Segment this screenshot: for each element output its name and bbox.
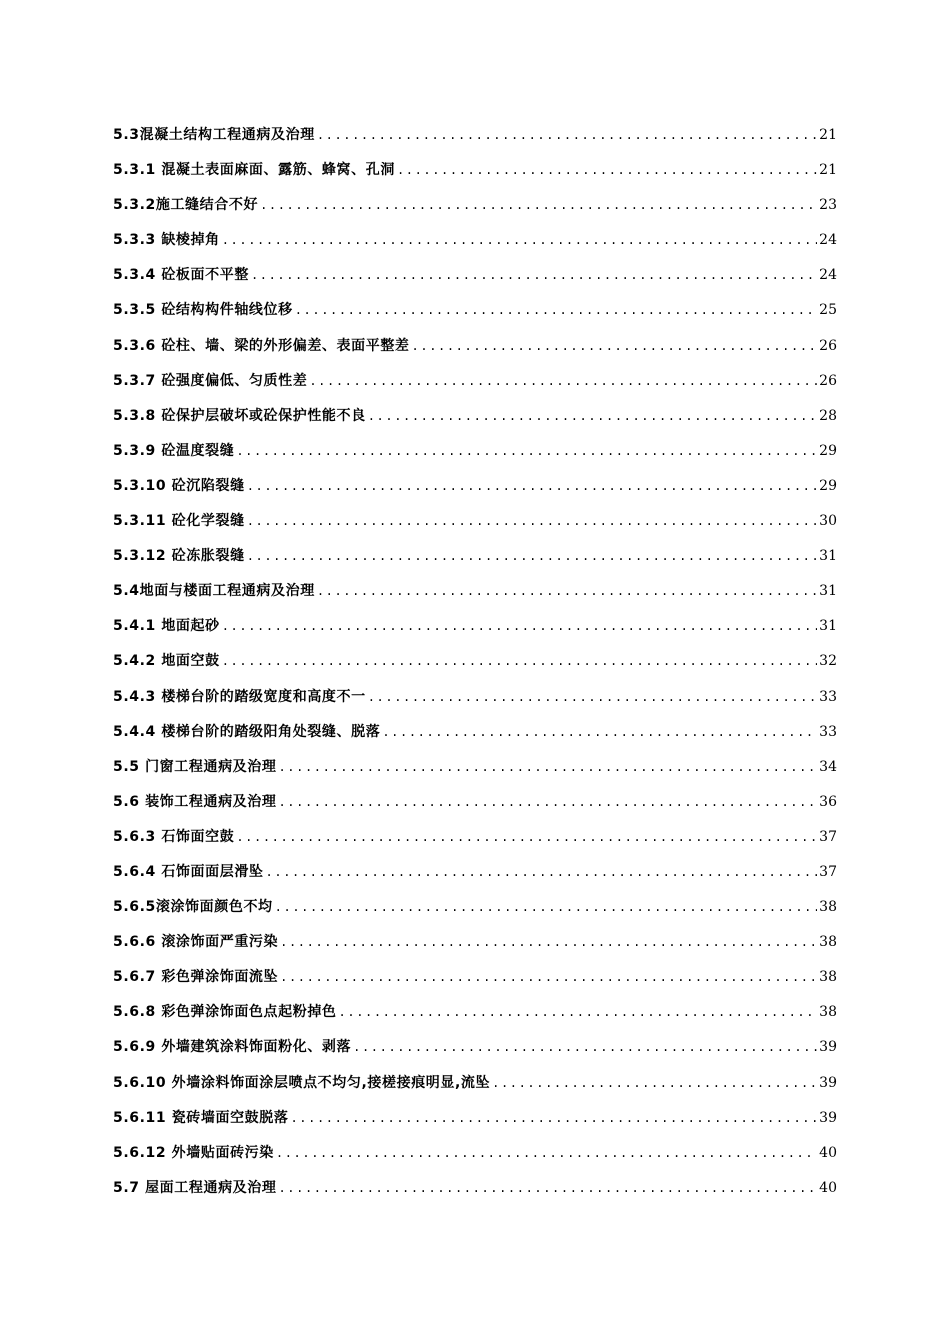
- toc-page-number: 40: [819, 1144, 837, 1161]
- toc-entry[interactable]: [113, 720, 837, 755]
- toc-entry-title: 5.4地面与楼面工程通病及治理: [113, 583, 315, 600]
- toc-entry-title: 5.6.6 滚涂饰面严重污染: [113, 934, 279, 951]
- toc-entry[interactable]: [113, 404, 837, 439]
- toc-dot-leader: [275, 895, 818, 919]
- toc-entry[interactable]: [113, 123, 837, 158]
- toc-entry-title: 5.6.3 石饰面空鼓: [113, 828, 235, 845]
- toc-dot-leader: [222, 649, 817, 673]
- toc-entry-title: 5.3混凝土结构工程通病及治理: [113, 127, 315, 143]
- toc-dot-leader: [280, 965, 817, 989]
- toc-page-number: 21: [819, 127, 837, 143]
- toc-page-number: 38: [819, 899, 837, 916]
- toc-dot-leader: [382, 720, 817, 744]
- toc-entry[interactable]: [113, 263, 837, 298]
- toc-page-number: 38: [819, 969, 837, 986]
- toc-dot-leader: [278, 1176, 817, 1200]
- toc-page-number: 31: [819, 548, 837, 565]
- toc-dot-leader: [222, 228, 817, 252]
- toc-entry[interactable]: [113, 685, 837, 720]
- toc-entry-title: 5.6.12 外墙贴面砖污染: [113, 1144, 274, 1161]
- toc-entry[interactable]: [113, 579, 837, 614]
- toc-entry-title: 5.7 屋面工程通病及治理: [113, 1179, 277, 1196]
- toc-dot-leader: [236, 825, 817, 849]
- toc-entry-title: 5.3.8 砼保护层破坏或砼保护性能不良: [113, 407, 366, 424]
- toc-entry-title: 5.6 装饰工程通病及治理: [113, 793, 277, 810]
- toc-page-number: 30: [819, 513, 837, 530]
- toc-entry-title: 5.3.12 砼冻胀裂缝: [113, 548, 245, 565]
- toc-entry[interactable]: [113, 1106, 837, 1141]
- toc-entry-title: 5.3.5 砼结构构件轴线位移: [113, 302, 293, 319]
- toc-page-number: 38: [819, 934, 837, 951]
- toc-entry[interactable]: [113, 369, 837, 404]
- toc-entry[interactable]: [113, 755, 837, 790]
- toc-entry[interactable]: [113, 193, 837, 228]
- toc-dot-leader: [339, 1000, 818, 1024]
- toc-entry[interactable]: [113, 790, 837, 825]
- toc-dot-leader: [247, 544, 817, 568]
- toc-page-number: 37: [819, 828, 837, 845]
- toc-dot-leader: [368, 685, 817, 709]
- toc-entry-title: 5.3.6 砼柱、墙、梁的外形偏差、表面平整差: [113, 337, 410, 354]
- toc-entry[interactable]: [113, 930, 837, 965]
- toc-entry-title: 5.5 门窗工程通病及治理: [113, 758, 277, 775]
- toc-entry-title: 5.4.1 地面起砂: [113, 618, 220, 635]
- toc-entry-title: 5.3.7 砼强度偏低、匀质性差: [113, 372, 308, 389]
- toc-entry[interactable]: [113, 614, 837, 649]
- toc-dot-leader: [317, 579, 817, 603]
- toc-page-number: 25: [819, 302, 837, 319]
- toc-page-number: 26: [819, 337, 837, 354]
- toc-dot-leader: [280, 930, 817, 954]
- toc-dot-leader: [247, 474, 817, 498]
- toc-page-number: 33: [819, 688, 837, 705]
- toc-dot-leader: [236, 439, 817, 463]
- toc-page-number: 38: [819, 1004, 837, 1021]
- toc-page-number: 32: [819, 653, 837, 670]
- toc-page-number: 29: [819, 442, 837, 459]
- toc-entry-title: 5.4.4 楼梯台阶的踏级阳角处裂缝、脱落: [113, 723, 381, 740]
- toc-dot-leader: [317, 123, 817, 147]
- toc-entry[interactable]: [113, 439, 837, 474]
- toc-dot-leader: [222, 614, 817, 638]
- toc-entry[interactable]: [113, 1176, 837, 1211]
- toc-entry[interactable]: [113, 860, 837, 895]
- toc-dot-leader: [260, 193, 817, 217]
- toc-entry[interactable]: [113, 228, 837, 263]
- toc-entry-title: 5.6.8 彩色弹涂饰面色点起粉掉色: [113, 1004, 337, 1021]
- toc-dot-leader: [295, 298, 817, 322]
- toc-page-number: 39: [819, 1039, 837, 1056]
- toc-dot-leader: [290, 1106, 817, 1130]
- toc-entry-title: 5.3.10 砼沉陷裂缝: [113, 477, 245, 494]
- toc-dot-leader: [368, 404, 817, 428]
- toc-page-number: 40: [819, 1179, 837, 1196]
- toc-entry-title: 5.4.2 地面空鼓: [113, 653, 220, 670]
- toc-dot-leader: [251, 263, 817, 287]
- toc-entry-title: 5.3.3 缺棱掉角: [113, 232, 220, 249]
- toc-entry[interactable]: [113, 965, 837, 1000]
- toc-dot-leader: [397, 158, 817, 182]
- toc-entry-title: 5.3.4 砼板面不平整: [113, 267, 249, 284]
- toc-dot-leader: [247, 509, 817, 533]
- toc-entry[interactable]: [113, 825, 837, 860]
- toc-dot-leader: [353, 1035, 817, 1059]
- toc-dot-leader: [266, 860, 818, 884]
- toc-page-number: 39: [819, 1074, 837, 1091]
- toc-page-number: 37: [819, 863, 837, 880]
- toc-page-number: 28: [819, 407, 837, 424]
- toc-entry[interactable]: [113, 509, 837, 544]
- toc-dot-leader: [278, 790, 817, 814]
- toc-page-number: 29: [819, 477, 837, 494]
- toc-entry[interactable]: [113, 1071, 837, 1106]
- toc-dot-leader: [278, 755, 817, 779]
- toc-page-number: 34: [819, 758, 837, 775]
- toc-page-number: 24: [819, 267, 837, 284]
- toc-entry-title: 5.3.11 砼化学裂缝: [113, 513, 245, 530]
- toc-entry[interactable]: [113, 1000, 837, 1035]
- toc-page-number: 24: [819, 232, 837, 249]
- toc-entry[interactable]: [113, 474, 837, 509]
- toc-entry-title: 5.6.4 石饰面面层滑坠: [113, 863, 264, 880]
- toc-page-number: 26: [819, 372, 837, 389]
- toc-entry[interactable]: [113, 334, 837, 369]
- toc-entry-title: 5.3.2施工缝结合不好: [113, 197, 259, 214]
- toc-entry-title: 5.6.9 外墙建筑涂料饰面粉化、剥落: [113, 1039, 352, 1056]
- toc-entry-title: 5.6.7 彩色弹涂饰面流坠: [113, 969, 279, 986]
- toc-page-number: 23: [819, 197, 837, 214]
- toc-page-number: 33: [819, 723, 837, 740]
- toc-entry[interactable]: [113, 544, 837, 579]
- toc-page-number: 31: [819, 618, 837, 635]
- toc-entry-title: 5.3.9 砼温度裂缝: [113, 442, 235, 459]
- toc-entry-title: 5.3.1 混凝土表面麻面、露筋、蜂窝、孔洞: [113, 162, 395, 179]
- toc-dot-leader: [492, 1071, 817, 1095]
- toc-page-number: 31: [819, 583, 837, 600]
- toc-entry-title: 5.6.11 瓷砖墙面空鼓脱落: [113, 1109, 289, 1126]
- toc-page-number: 21: [819, 162, 837, 179]
- toc-dot-leader: [412, 334, 818, 358]
- toc-entry[interactable]: [113, 158, 837, 193]
- toc-entry-title: 5.4.3 楼梯台阶的踏级宽度和高度不一: [113, 688, 366, 705]
- toc-entry[interactable]: [113, 298, 837, 333]
- toc-entry-title: 5.6.5滚涂饰面颜色不均: [113, 899, 273, 916]
- toc-entry[interactable]: [113, 1035, 837, 1070]
- toc-dot-leader: [276, 1141, 817, 1165]
- toc-entry[interactable]: [113, 895, 837, 930]
- toc-entry-title: 5.6.10 外墙涂料饰面涂层喷点不均匀,接槎接痕明显,流坠: [113, 1074, 491, 1091]
- toc-page-number: 36: [819, 793, 837, 810]
- toc-page-number: 39: [819, 1109, 837, 1126]
- table-of-contents: [113, 123, 837, 1211]
- toc-entry[interactable]: [113, 1141, 837, 1176]
- toc-dot-leader: [309, 369, 817, 393]
- toc-entry[interactable]: [113, 649, 837, 684]
